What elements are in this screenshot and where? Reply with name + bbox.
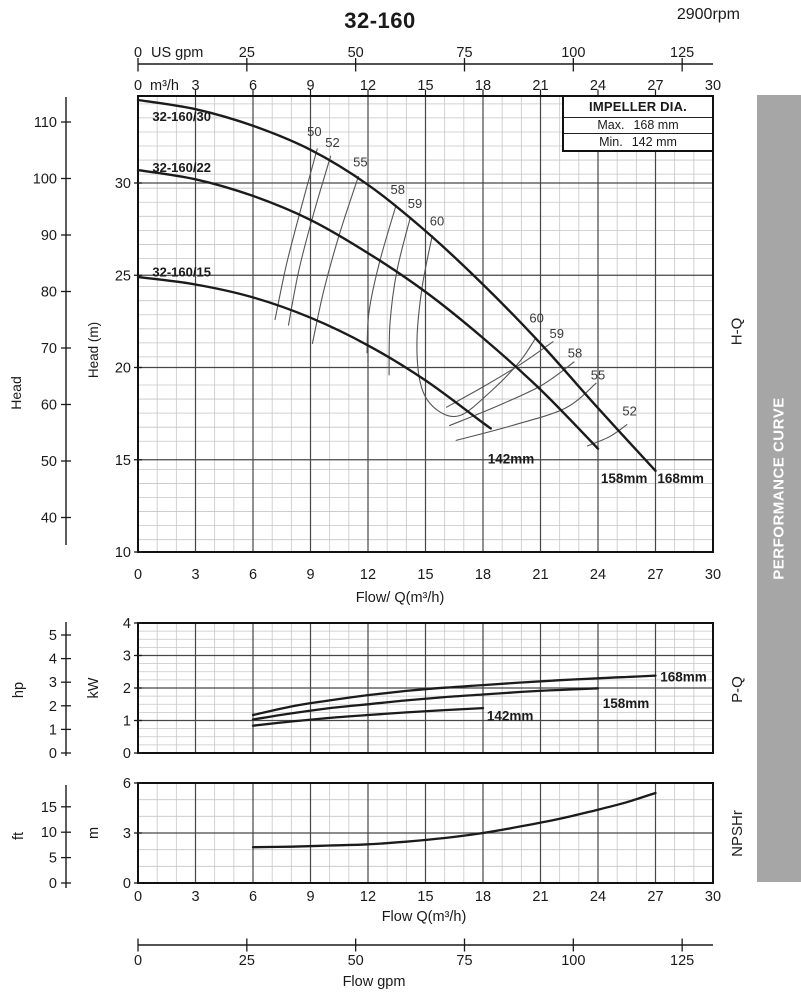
npshr-m-tick-label: 3: [122, 825, 131, 842]
head-m-tick-label: 25: [114, 268, 131, 285]
efficiency-label: 55: [353, 154, 368, 170]
npshr-flow-tick-label: 6: [248, 889, 258, 905]
impeller-dia-box: [562, 95, 714, 152]
efficiency-contour-60: [417, 236, 536, 417]
efficiency-label: 58: [567, 345, 583, 361]
top-gpm-axis: [134, 45, 713, 72]
npshr-x-axis-title: Flow Q(m³/h): [381, 909, 467, 925]
m3h-tick-label: 9: [306, 78, 315, 94]
hp-axis-label: hp: [11, 681, 27, 699]
flow-tick-label: 24: [589, 567, 607, 583]
flow-tick-label: 30: [704, 567, 722, 583]
m3h-tick-label: 27: [647, 78, 664, 94]
performance-curve-banner-label: PERFORMANCE CURVE: [770, 397, 788, 580]
impeller-min-label: Min.: [599, 135, 623, 150]
impeller-end-label: 158mm: [600, 470, 648, 486]
npshr-ft-tick-label: 5: [48, 850, 57, 867]
npshr-flow-tick-label: 0: [133, 889, 143, 905]
npshr-flow-tick-label: 15: [417, 889, 434, 905]
efficiency-label: 60: [429, 213, 445, 229]
impeller-min-row: [564, 133, 712, 150]
head-m-tick-label: 10: [114, 545, 131, 561]
hp-tick-label: 4: [48, 651, 57, 668]
curve-label: 32-160/30: [152, 109, 211, 125]
hp-tick-label: 1: [48, 722, 57, 739]
head-ft-tick-label: 90: [40, 228, 57, 244]
m3h-tick-label: 6: [248, 78, 258, 94]
npshr-flow-tick-label: 24: [589, 889, 607, 905]
npshr-ft-tick-label: 0: [48, 876, 57, 892]
gpm-tick-label: 50: [347, 45, 364, 61]
npshr-flow-tick-label: 27: [647, 889, 664, 905]
gpm-tick-label: 25: [238, 45, 255, 61]
flow-tick-label: 18: [474, 567, 492, 583]
npshr-flow-tick-label: 12: [359, 889, 377, 905]
flow-gpm-tick-label: 125: [670, 953, 695, 969]
npshr-chart: [11, 776, 721, 925]
section-label-hq: H-Q: [728, 317, 746, 345]
hp-tick-label: 2: [48, 698, 57, 715]
efficiency-contour-52: [289, 156, 331, 325]
pq-chart: [11, 616, 713, 762]
head-m-axis-label: Head (m): [86, 321, 101, 379]
flow-gpm-tick-label: 75: [456, 953, 473, 969]
kw-axis-label: kW: [86, 677, 102, 699]
page-title: 32-160: [344, 8, 416, 33]
head-m-tick-label: 30: [114, 176, 131, 192]
efficiency-label: 58: [390, 182, 405, 198]
kw-tick-label: 3: [122, 648, 131, 665]
efficiency-contour-59: [389, 218, 410, 375]
curve-label: 32-160/15: [152, 264, 211, 280]
head-ft-tick-label: 110: [33, 115, 57, 131]
head-ft-tick-label: 70: [40, 341, 57, 357]
curve-label: 32-160/22: [152, 159, 211, 175]
flow-gpm-axis-title: Flow gpm: [342, 974, 406, 990]
npshr-flow-tick-label: 9: [306, 889, 315, 905]
npshr-m-tick-label: 6: [122, 775, 131, 792]
npshr-flow-tick-label: 21: [532, 889, 549, 905]
npshr-ft-axis-label: ft: [11, 831, 27, 841]
flow-tick-label: 27: [647, 567, 664, 583]
kw-tick-label: 1: [122, 713, 131, 730]
head-ft-axis: [8, 97, 71, 545]
m3h-tick-label: 12: [359, 78, 377, 94]
flow-tick-label: 21: [532, 567, 549, 583]
power-curve-label: 168mm: [660, 669, 707, 685]
head-ft-tick-label: 40: [40, 510, 57, 527]
m3h-tick-label: 24: [589, 78, 607, 94]
npshr-flow-tick-label: 30: [704, 889, 722, 905]
hp-tick-label: 3: [48, 675, 57, 692]
m3h-unit-label: m³/h: [150, 78, 179, 94]
top-m3h-axis: [134, 78, 721, 96]
efficiency-label: 50: [307, 123, 322, 139]
gpm-tick-label: 125: [670, 45, 695, 61]
impeller-max-row: [564, 117, 712, 134]
head-ft-tick-label: 50: [40, 454, 57, 470]
m3h-tick-label: 15: [417, 78, 434, 94]
kw-tick-label: 4: [122, 616, 131, 632]
flow-tick-label: 6: [248, 567, 258, 583]
head-ft-tick-label: 80: [40, 284, 57, 301]
efficiency-label: 60: [529, 310, 544, 326]
section-label-pq: P-Q: [728, 675, 746, 703]
head-ft-axis-label: Head: [8, 376, 24, 410]
m3h-tick-label: 18: [474, 78, 492, 94]
curve-32-160-30: [138, 100, 656, 471]
m3h-tick-label: 3: [191, 78, 200, 94]
impeller-max-label: Max.: [597, 118, 625, 133]
m3h-tick-label: 30: [704, 78, 722, 94]
efficiency-label: 55: [590, 367, 606, 383]
impeller-end-label: 142mm: [487, 451, 535, 467]
npshr-curve: [253, 793, 656, 847]
flow-gpm-tick-label: 100: [561, 953, 586, 969]
flow-tick-label: 3: [191, 567, 200, 583]
hq-x-axis-title: Flow/ Q(m³/h): [355, 590, 445, 606]
m3h-tick-label: 0: [133, 78, 143, 94]
head-m-tick-label: 20: [114, 360, 131, 377]
flow-tick-label: 12: [359, 567, 377, 583]
efficiency-label: 52: [622, 403, 637, 419]
npshr-m-tick-label: 0: [122, 876, 131, 892]
hp-tick-label: 0: [48, 746, 57, 762]
flow-tick-label: 9: [306, 567, 315, 583]
kw-tick-label: 0: [122, 746, 131, 762]
npshr-m-axis-label: m: [86, 826, 102, 840]
npshr-ft-tick-label: 15: [40, 799, 57, 816]
npshr-ft-tick-label: 10: [40, 825, 57, 842]
head-m-tick-label: 15: [114, 452, 131, 469]
gpm-tick-label: 0: [133, 45, 143, 61]
efficiency-contour-55: [456, 383, 596, 440]
performance-curve-banner: [757, 95, 801, 882]
flow-tick-label: 15: [417, 567, 434, 583]
impeller-end-label: 168mm: [657, 470, 704, 486]
impeller-max-value: 168 mm: [633, 118, 679, 133]
efficiency-contour-55: [312, 177, 358, 344]
hp-tick-label: 5: [48, 628, 57, 644]
efficiency-contour-58: [367, 206, 396, 353]
hq-chart: [86, 96, 721, 606]
power-curve-label: 158mm: [602, 696, 650, 712]
efficiency-label: 59: [549, 325, 565, 341]
npshr-flow-tick-label: 18: [474, 889, 492, 905]
flow-gpm-tick-label: 25: [238, 953, 255, 969]
us-gpm-unit-label: US gpm: [151, 45, 204, 61]
gpm-tick-label: 75: [456, 45, 473, 61]
impeller-box-title: IMPELLER DIA.: [589, 99, 687, 115]
head-ft-tick-label: 100: [32, 171, 57, 188]
flow-gpm-tick-label: 0: [133, 953, 143, 969]
m3h-tick-label: 21: [532, 78, 549, 94]
efficiency-contour-58: [450, 362, 575, 426]
gpm-tick-label: 100: [561, 45, 586, 61]
flow-tick-label: 0: [133, 567, 143, 583]
head-ft-tick-label: 60: [40, 397, 57, 414]
section-label-npshr: NPSHr: [728, 809, 746, 857]
bottom-gpm-axis: [134, 939, 713, 991]
efficiency-label: 59: [407, 195, 423, 211]
flow-gpm-tick-label: 50: [347, 953, 364, 969]
efficiency-label: 52: [325, 135, 340, 151]
npshr-flow-tick-label: 3: [191, 889, 200, 905]
power-curve-label: 142mm: [486, 708, 534, 724]
kw-tick-label: 2: [122, 681, 131, 697]
impeller-min-value: 142 mm: [631, 135, 677, 150]
pump-speed: 2900rpm: [676, 6, 740, 23]
